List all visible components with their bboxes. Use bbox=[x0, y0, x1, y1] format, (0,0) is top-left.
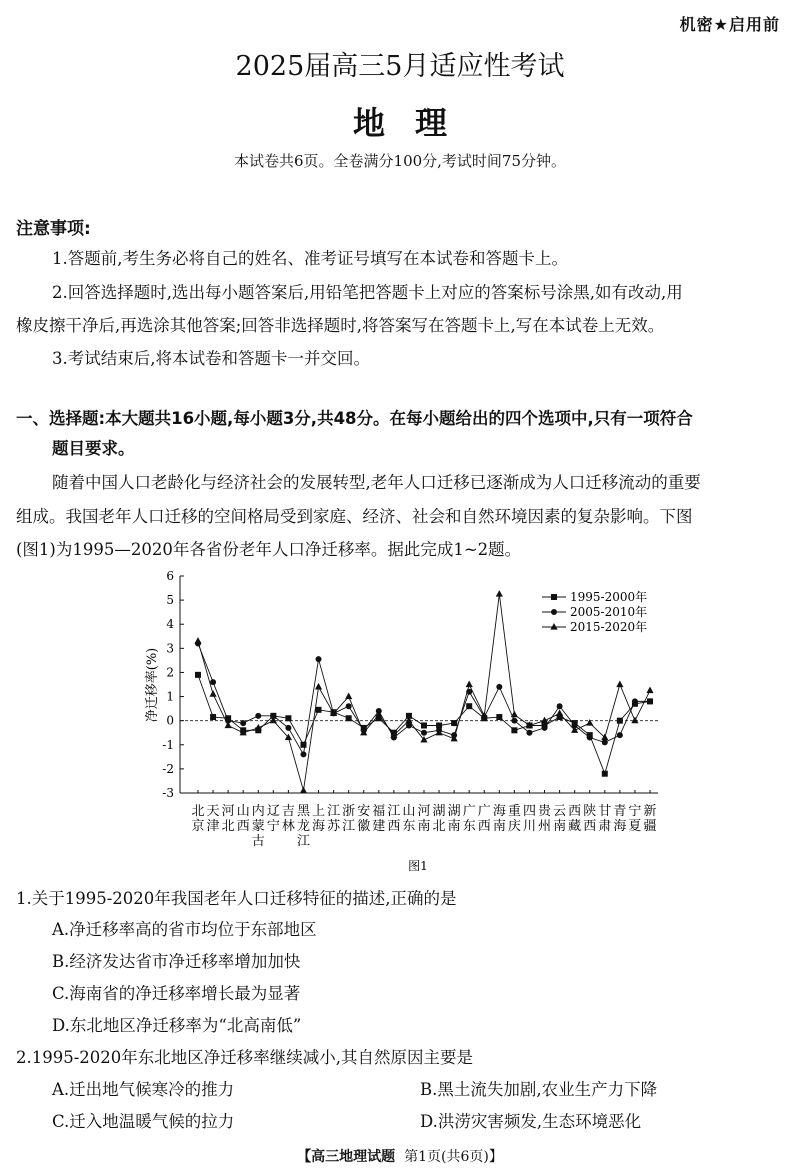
x-tick-label: 湖北 bbox=[432, 804, 446, 834]
y-tick-label: 1 bbox=[166, 689, 174, 704]
question-1-option-a: A.净迁移率高的省市均位于东部地区 bbox=[52, 920, 317, 939]
question-1-option-c: C.海南省的净迁移率增长最为显著 bbox=[52, 984, 301, 1003]
y-tick-label: 0 bbox=[166, 713, 174, 728]
x-tick-label: 福建 bbox=[372, 804, 386, 834]
series-1-point bbox=[466, 703, 472, 709]
x-tick-label: 重庆 bbox=[507, 804, 521, 834]
series-2-point bbox=[240, 720, 246, 726]
question-2-option-a: A.迁出地气候寒冷的推力 bbox=[52, 1080, 235, 1099]
series-3-point bbox=[255, 724, 262, 731]
x-tick-label: 陕西 bbox=[583, 804, 597, 834]
y-tick-label: 5 bbox=[166, 593, 174, 608]
x-tick-label: 河南 bbox=[417, 804, 431, 834]
x-tick-label: 新疆 bbox=[643, 804, 657, 834]
series-2-point bbox=[587, 735, 593, 741]
series-2-point bbox=[210, 679, 216, 685]
question-1-stem: 1.关于1995-2020年我国老年人口迁移特征的描述,正确的是 bbox=[16, 889, 457, 908]
migration-chart bbox=[0, 565, 800, 880]
series-1-point bbox=[316, 707, 322, 713]
series-1-point bbox=[421, 722, 427, 728]
series-2-point bbox=[542, 725, 548, 731]
x-tick-label: 甘肃 bbox=[598, 804, 612, 834]
series-1-point bbox=[617, 718, 623, 724]
series-3-point bbox=[586, 719, 593, 726]
series-3-point bbox=[496, 590, 503, 597]
series-3-point bbox=[631, 717, 638, 724]
notice-item-2-line-2: 橡皮擦干净后,再选涂其他答案;回答非选择题时,将答案写在答题卡上,写在本试卷上无效。 bbox=[16, 316, 665, 335]
series-3-point bbox=[345, 693, 352, 700]
series-3-point bbox=[466, 681, 473, 688]
y-tick-label: -3 bbox=[162, 786, 174, 800]
x-tick-label: 湖南 bbox=[447, 804, 461, 834]
x-tick-label: 吉林 bbox=[281, 804, 295, 834]
series-3-point bbox=[541, 717, 548, 724]
series-2-point bbox=[285, 725, 291, 731]
x-tick-label: 河北 bbox=[221, 804, 235, 834]
series-2-point bbox=[300, 751, 306, 757]
series-2-point bbox=[316, 656, 322, 662]
series-3-point bbox=[300, 787, 307, 794]
intro-line-2: 组成。我国老年人口迁移的空间格局受到家庭、经济、社会和自然环境因素的复杂影响。下图 bbox=[16, 507, 693, 526]
x-tick-label: 贵州 bbox=[538, 804, 552, 834]
x-tick-label: 江苏 bbox=[327, 804, 341, 834]
x-tick-label: 西藏 bbox=[568, 804, 582, 834]
intro-line-3: (图1)为1995—2020年各省份老年人口净迁移率。据此完成1~2题。 bbox=[16, 540, 522, 559]
series-2-point bbox=[632, 698, 638, 704]
question-1-option-b: B.经济发达省市净迁移率增加加快 bbox=[52, 952, 301, 971]
x-tick-label: 上海 bbox=[312, 804, 326, 834]
x-tick-label: 山西 bbox=[236, 804, 250, 834]
series-3-point bbox=[646, 687, 653, 694]
x-tick-label: 云南 bbox=[553, 804, 567, 834]
question-1-option-d: D.东北地区净迁移率为“北高南低” bbox=[52, 1016, 302, 1035]
x-tick-label: 辽宁 bbox=[266, 804, 280, 834]
series-1-point bbox=[346, 715, 352, 721]
series-1-point bbox=[511, 727, 517, 733]
series-2-point bbox=[511, 718, 517, 724]
section-heading bbox=[16, 404, 788, 464]
x-tick-label: 内蒙古 bbox=[251, 804, 265, 849]
y-tick-label: 6 bbox=[166, 569, 174, 583]
x-tick-label: 山东 bbox=[402, 804, 416, 834]
series-1-point bbox=[210, 714, 216, 720]
question-2-stem: 2.1995-2020年东北地区净迁移率继续减小,其自然原因主要是 bbox=[16, 1048, 474, 1067]
series-2-point bbox=[557, 703, 563, 709]
series-3-point bbox=[616, 681, 623, 688]
question-2-option-c: C.迁入地温暖气候的拉力 bbox=[52, 1112, 235, 1131]
x-tick-label: 四川 bbox=[522, 804, 536, 834]
x-tick-label: 江西 bbox=[387, 804, 401, 834]
series-2-point bbox=[602, 739, 608, 745]
x-tick-label: 安徽 bbox=[357, 804, 371, 834]
series-1-point bbox=[285, 715, 291, 721]
exam-title: 2025届高三5月适应性考试 bbox=[235, 51, 565, 82]
series-2-point bbox=[421, 730, 427, 736]
legend-marker-2 bbox=[551, 609, 557, 615]
x-tick-label: 广西 bbox=[477, 804, 491, 834]
y-tick-label: 4 bbox=[166, 617, 174, 632]
legend-marker-1 bbox=[551, 594, 557, 600]
x-tick-label: 黑龙江 bbox=[296, 804, 310, 849]
x-tick-label: 浙江 bbox=[342, 804, 356, 834]
x-tick-label: 青海 bbox=[613, 804, 627, 834]
section-heading-line-1: 一、选择题:本大题共16小题,每小题3分,共48分。在每小题给出的四个选项中,只有一项符合 bbox=[16, 409, 693, 428]
series-1-point bbox=[496, 714, 502, 720]
series-1-point bbox=[451, 720, 457, 726]
question-2-option-b: B.黑土流失加剧,农业生产力下降 bbox=[420, 1080, 658, 1099]
y-tick-label: 2 bbox=[166, 665, 174, 680]
notice-item-2-line-1: 2.回答选择题时,选出每小题答案后,用铅笔把答题卡上对应的答案标号涂黑,如有改动,用 bbox=[52, 283, 683, 302]
legend-label-1: 1995-2000年 bbox=[570, 590, 648, 604]
question-2-option-d: D.洪涝灾害频发,生态环境恶化 bbox=[420, 1112, 642, 1131]
x-tick-label: 海南 bbox=[492, 804, 506, 834]
page-footer bbox=[0, 1146, 800, 1166]
x-tick-label: 天津 bbox=[206, 804, 220, 834]
notice-item-1: 1.答题前,考生务必将自己的姓名、准考证号填写在本试卷和答题卡上。 bbox=[52, 249, 568, 268]
section-heading-line-2: 题目要求。 bbox=[52, 439, 135, 458]
footer-label: 【高三地理试题 bbox=[297, 1149, 396, 1165]
series-2-point bbox=[647, 698, 653, 704]
subject-title: 地理 bbox=[352, 104, 477, 142]
series-3-point bbox=[225, 721, 232, 728]
confidential-label: 机密★启用前 bbox=[679, 15, 780, 34]
x-tick-label: 广东 bbox=[462, 804, 476, 834]
series-2-point bbox=[255, 713, 261, 719]
footer-page: 第1页(共6页)】 bbox=[404, 1149, 503, 1165]
y-axis-label: 净迁移率(%) bbox=[145, 647, 160, 723]
exam-info: 本试卷共6页。全卷满分100分,考试时间75分钟。 bbox=[233, 152, 567, 170]
series-2-point bbox=[526, 730, 532, 736]
x-tick-label: 宁夏 bbox=[628, 804, 642, 834]
chart-caption: 图1 bbox=[408, 859, 428, 873]
series-2-point bbox=[617, 732, 623, 738]
intro-line-1: 随着中国人口老龄化与经济社会的发展转型,老年人口迁移已逐渐成为人口迁移流动的重要 bbox=[52, 473, 701, 492]
notice-heading: 注意事项: bbox=[16, 219, 91, 239]
y-tick-label: 3 bbox=[166, 641, 174, 656]
legend-label-3: 2015-2020年 bbox=[570, 620, 648, 634]
series-3-point bbox=[194, 637, 201, 644]
chart-root bbox=[145, 569, 658, 873]
legend-marker-3 bbox=[550, 623, 557, 630]
series-1-point bbox=[602, 771, 608, 777]
y-tick-label: -2 bbox=[162, 761, 174, 776]
series-1-point bbox=[195, 672, 201, 678]
y-tick-label: -1 bbox=[162, 737, 174, 752]
series-3-point bbox=[315, 683, 322, 690]
series-3-point bbox=[209, 690, 216, 697]
series-2-point bbox=[346, 703, 352, 709]
legend-label-2: 2005-2010年 bbox=[570, 605, 648, 619]
series-2-point bbox=[496, 684, 502, 690]
x-tick-label: 北京 bbox=[191, 804, 205, 834]
notice-item-3: 3.考试结束后,将本试卷和答题卡一并交回。 bbox=[52, 349, 370, 368]
